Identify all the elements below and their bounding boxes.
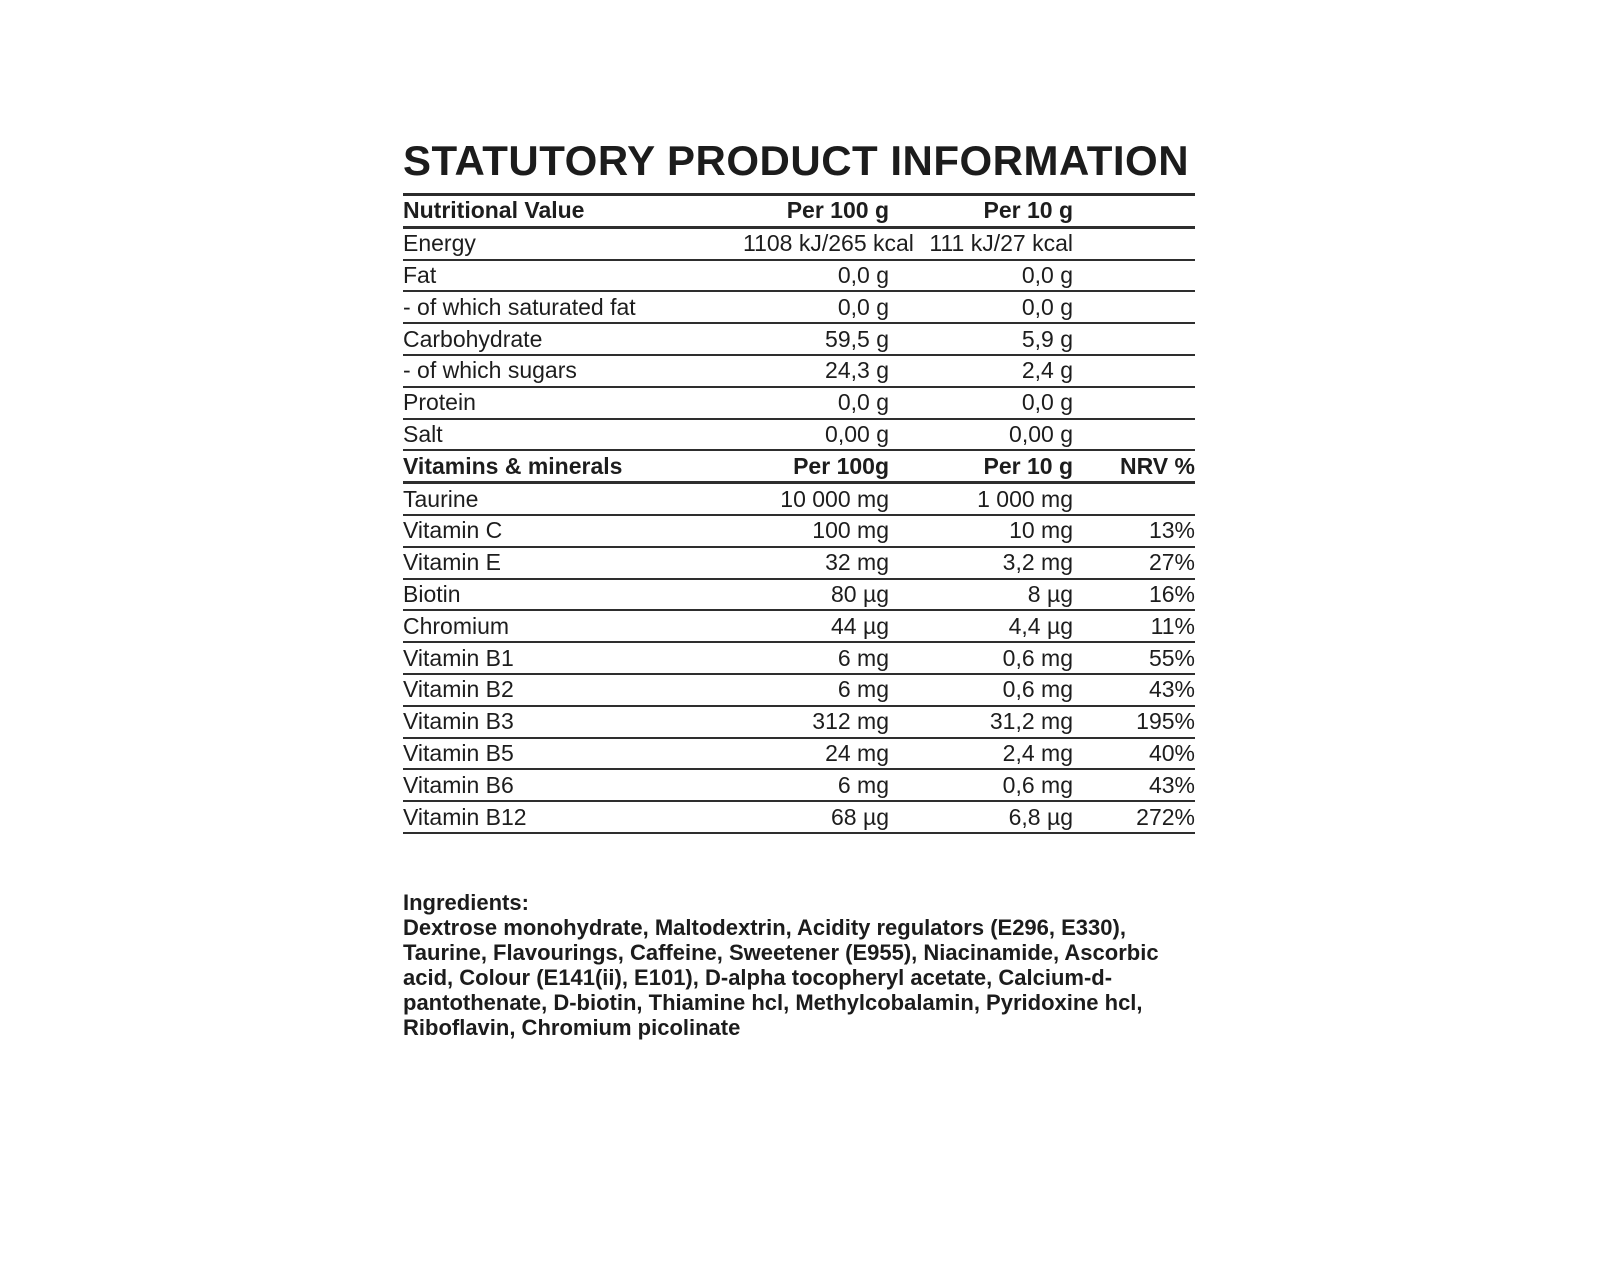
table-row — [403, 388, 1195, 420]
nutrient-label: Vitamin B12 — [403, 803, 527, 830]
nutrient-label: Fat — [403, 261, 437, 288]
nutrition-header-per10: Per 10 g — [983, 197, 1073, 224]
value-per-10: 8 µg — [1027, 580, 1073, 607]
value-per-100: 1108 kJ/265 kcal — [743, 230, 914, 257]
value-per-100: 312 mg — [812, 708, 889, 735]
nutrient-label: Vitamin B1 — [403, 644, 514, 671]
value-per-100: 59,5 g — [825, 325, 889, 352]
value-per-100: 6 mg — [837, 771, 889, 798]
table-row — [403, 420, 1195, 452]
nutrient-label: Taurine — [403, 485, 479, 512]
value-per-10: 2,4 g — [1021, 357, 1073, 384]
table-row — [403, 516, 1195, 548]
nutrient-label: Carbohydrate — [403, 325, 543, 352]
nrv-value: 40% — [1148, 739, 1195, 766]
value-per-10: 10 mg — [1009, 517, 1073, 544]
label-sheet — [403, 137, 1195, 1040]
nutrient-label: Protein — [403, 389, 476, 416]
table-row — [403, 356, 1195, 388]
value-per-100: 6 mg — [837, 676, 889, 703]
vitamins-header-label: Vitamins & minerals — [403, 452, 623, 479]
table-row — [403, 770, 1195, 802]
nutrient-label: - of which saturated fat — [403, 293, 636, 320]
nutrition-header-row — [403, 196, 1195, 229]
value-per-100: 44 µg — [830, 612, 889, 639]
value-per-100: 0,00 g — [825, 420, 889, 447]
value-per-10: 31,2 mg — [989, 708, 1073, 735]
table-row — [403, 580, 1195, 612]
ingredients-text: Dextrose monohydrate, Maltodextrin, Acidity regulators (E296, E330), Taurine, Flavourings, Caffeine, Sweetener (E955), Niacinamide, Ascorbic acid, Colour (E141(ii), E101), D-alpha tocopheryl acetate, Calcium-d-pantothenate, D-biotin, Thiamine hcl, Methylcobalamin, Pyridoxine hcl, Riboflavin, Chromium picolinate — [403, 914, 1159, 1040]
value-per-10: 4,4 µg — [1008, 612, 1073, 639]
value-per-100: 100 mg — [812, 517, 889, 544]
value-per-100: 24,3 g — [825, 357, 889, 384]
table-row — [403, 802, 1195, 834]
table-row — [403, 739, 1195, 771]
nutrient-label: Salt — [403, 420, 443, 447]
nrv-value: 11% — [1150, 612, 1195, 639]
table-row — [403, 643, 1195, 675]
nutrient-label: Chromium — [403, 612, 510, 639]
value-per-100: 80 µg — [830, 580, 889, 607]
ingredients-label: Ingredients: — [403, 889, 529, 915]
table-row — [403, 324, 1195, 356]
nutrient-label: Biotin — [403, 580, 461, 607]
table-row — [403, 229, 1195, 261]
value-per-100: 24 mg — [825, 739, 889, 766]
vitamins-header-row — [403, 451, 1195, 484]
nrv-value: 16% — [1148, 580, 1195, 607]
nrv-value: 55% — [1148, 644, 1195, 671]
nutrient-label: Vitamin B6 — [403, 771, 514, 798]
value-per-10: 111 kJ/27 kcal — [929, 230, 1073, 257]
vitamins-header-per100: Per 100g — [793, 452, 889, 479]
nutrient-label: Vitamin E — [403, 549, 502, 576]
nutrient-label: Vitamin C — [403, 517, 503, 544]
value-per-10: 0,6 mg — [1002, 644, 1073, 671]
value-per-100: 68 µg — [830, 803, 889, 830]
value-per-10: 0,6 mg — [1002, 771, 1073, 798]
nrv-value: 195% — [1136, 708, 1195, 735]
nrv-value: 13% — [1148, 517, 1195, 544]
value-per-10: 0,6 mg — [1002, 676, 1073, 703]
value-per-10: 0,0 g — [1021, 293, 1073, 320]
value-per-100: 6 mg — [837, 644, 889, 671]
nrv-value: 43% — [1148, 676, 1195, 703]
value-per-10: 6,8 µg — [1008, 803, 1073, 830]
nrv-value: 272% — [1136, 803, 1195, 830]
value-per-100: 32 mg — [825, 549, 889, 576]
table-row — [403, 611, 1195, 643]
table-row — [403, 707, 1195, 739]
table-row — [403, 261, 1195, 293]
vitamins-header-per10: Per 10 g — [983, 452, 1073, 479]
value-per-10: 0,0 g — [1021, 389, 1073, 416]
nutrition-header-per100: Per 100 g — [786, 197, 889, 224]
nutrition-header-label: Nutritional Value — [403, 197, 585, 224]
value-per-10: 3,2 mg — [1002, 549, 1073, 576]
vitamins-header-nrv: NRV % — [1120, 452, 1195, 479]
value-per-100: 0,0 g — [837, 389, 889, 416]
page-title: STATUTORY PRODUCT INFORMATION — [403, 137, 1190, 184]
nutrient-label: Vitamin B3 — [403, 708, 514, 735]
value-per-10: 2,4 mg — [1002, 739, 1073, 766]
value-per-10: 0,0 g — [1021, 261, 1073, 288]
table-row — [403, 675, 1195, 707]
nrv-value: 43% — [1148, 771, 1195, 798]
nutrient-label: Vitamin B5 — [403, 739, 514, 766]
value-per-10: 5,9 g — [1021, 325, 1073, 352]
table-row — [403, 548, 1195, 580]
nutrient-label: - of which sugars — [403, 357, 577, 384]
value-per-100: 0,0 g — [837, 261, 889, 288]
nutrition-table — [403, 193, 1195, 834]
value-per-10: 1 000 mg — [977, 485, 1073, 512]
value-per-100: 10 000 mg — [780, 485, 889, 512]
nutrient-label: Energy — [403, 230, 476, 257]
table-row — [403, 484, 1195, 516]
ingredients-section — [403, 890, 1195, 1040]
table-row — [403, 292, 1195, 324]
nutrient-label: Vitamin B2 — [403, 676, 514, 703]
value-per-100: 0,0 g — [837, 293, 889, 320]
nrv-value: 27% — [1148, 549, 1195, 576]
value-per-10: 0,00 g — [1009, 420, 1073, 447]
